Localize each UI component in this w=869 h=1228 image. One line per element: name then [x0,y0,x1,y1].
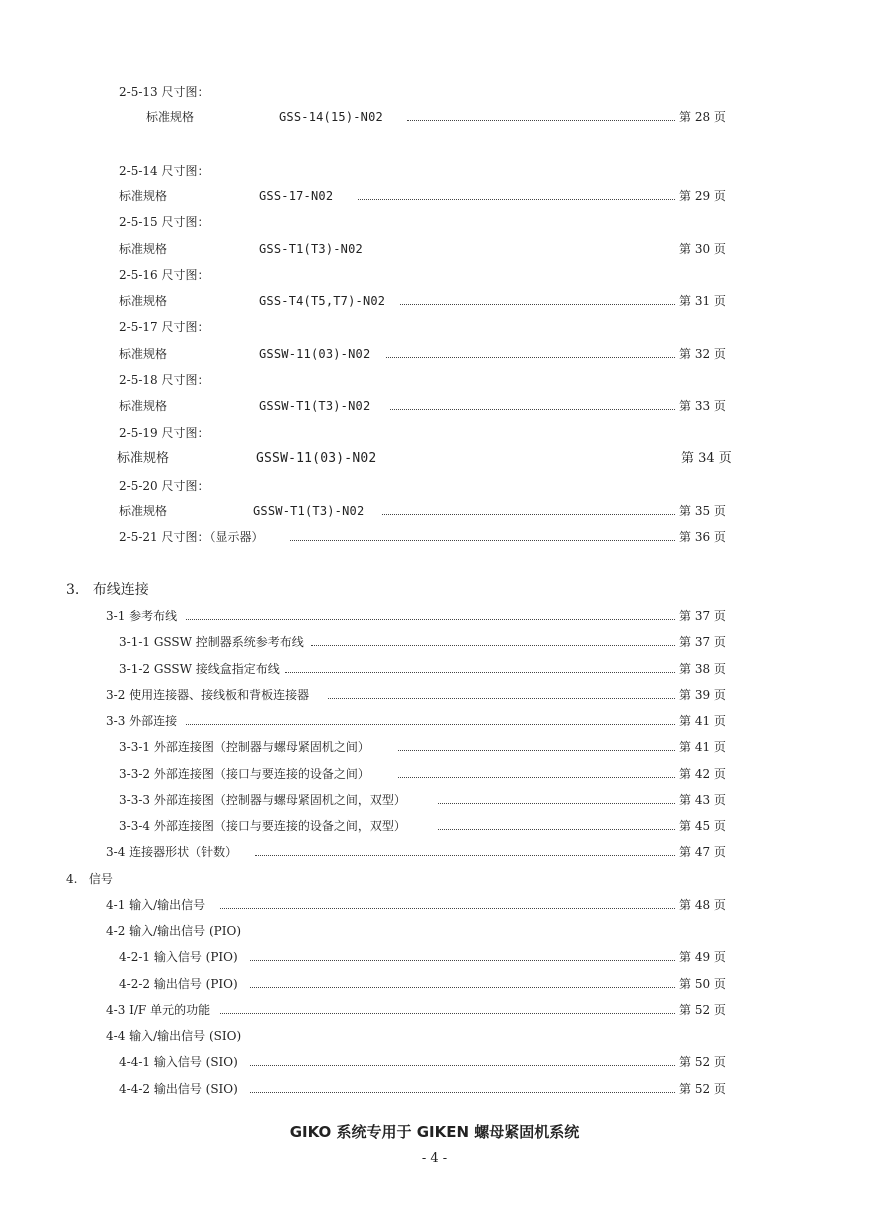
toc-entry-text: 4-3 I/F 单元的功能 [106,1003,211,1017]
toc-section-3[interactable] [0,581,869,601]
toc-entry-text: 4-2-2 输出信号 (PIO) [119,977,238,991]
toc-entry-gss-t4[interactable] [0,292,869,310]
toc-entry-page: 第 37 页 [679,635,726,649]
toc-entry-page: 第 33 页 [679,399,726,413]
toc-entry-text: 4-2 输入/输出信号 (PIO) [106,924,242,938]
toc-entry-2-5-21[interactable] [0,528,869,546]
toc-entry-page: 第 34 页 [681,451,732,466]
toc-section-title: 4. 信号 [66,872,113,886]
toc-entry-page: 第 52 页 [679,1055,726,1069]
toc-entry-page: 第 42 页 [679,767,726,781]
toc-entry-text: 3-3-1 外部连接图（控制器与螺母紧固机之间） [119,740,370,754]
toc-entry-gssw-11[interactable] [0,345,869,363]
toc-entry-4-4-1[interactable] [0,1053,869,1071]
toc-section-number: 2-5-17 尺寸图： [119,320,210,334]
toc-entry-model: GSS-17-N02 [259,189,334,203]
toc-entry-page: 第 48 页 [679,898,726,912]
toc-leader-dots [220,908,675,909]
toc-entry-page: 第 32 页 [679,347,726,361]
toc-entry-text: 3-3 外部连接 [106,714,178,728]
toc-entry-page: 第 37 页 [679,609,726,623]
toc-section-number: 2-5-15 尺寸图： [119,215,210,229]
toc-leader-dots [186,724,675,725]
toc-entry-text: 4-4 输入/输出信号 (SIO) [106,1029,242,1043]
toc-section-number: 2-5-20 尺寸图： [119,479,210,493]
toc-entry-page: 第 30 页 [679,242,726,256]
toc-entry-page: 第 45 页 [679,819,726,833]
toc-entry-text: 3-1-2 GSSW 接线盒指定布线 [119,662,280,676]
toc-section-number: 2-5-18 尺寸图： [119,373,210,387]
toc-entry-label: 标准规格 [119,399,168,413]
toc-leader-dots [390,409,675,410]
toc-entry-3-3[interactable] [0,712,869,730]
toc-entry-page: 第 47 页 [679,845,726,859]
toc-entry-model: GSS-14(15)-N02 [279,110,383,124]
toc-entry-3-1-2[interactable] [0,660,869,678]
toc-entry-page: 第 28 页 [679,110,726,124]
toc-entry-text: 3-3-2 外部连接图（接口与要连接的设备之间） [119,767,370,781]
toc-leader-dots [250,1065,675,1066]
toc-leader-dots [255,855,675,856]
toc-leader-dots [438,829,675,830]
toc-entry-4-2-1[interactable] [0,948,869,966]
toc-section-title: 3. 布线连接 [66,582,149,598]
toc-entry-4-2-2[interactable] [0,975,869,993]
toc-leader-dots [438,803,675,804]
toc-entry-model: GSSW-T1(T3)-N02 [259,399,371,413]
toc-entry-text: 3-1-1 GSSW 控制器系统参考布线 [119,635,304,649]
toc-entry-text: 3-1 参考布线 [106,609,178,623]
toc-leader-dots [311,645,675,646]
toc-entry-3-1[interactable] [0,607,869,625]
toc-entry-label: 标准规格 [119,504,168,518]
toc-entry-3-1-1[interactable] [0,633,869,651]
toc-entry-text: 4-4-1 输入信号 (SIO) [119,1055,238,1069]
toc-entry-label: 标准规格 [117,451,170,466]
toc-entry-page: 第 31 页 [679,294,726,308]
toc-entry-4-3[interactable] [0,1001,869,1019]
toc-leader-dots [382,514,675,515]
toc-leader-dots [398,777,675,778]
toc-leader-dots [285,672,675,673]
toc-entry-text: 2-5-21 尺寸图：（显示器） [119,530,264,544]
toc-entry-gssw-t1[interactable] [0,397,869,415]
toc-entry-text: 4-2-1 输入信号 (PIO) [119,950,238,964]
toc-leader-dots [250,960,675,961]
toc-section-number: 2-5-16 尺寸图： [119,268,210,282]
toc-leader-dots [220,1013,675,1014]
toc-entry-3-3-2[interactable] [0,765,869,783]
toc-heading-2-5-14 [0,162,869,180]
toc-entry-4-4-2[interactable] [0,1080,869,1098]
toc-entry-3-3-3[interactable] [0,791,869,809]
toc-entry-model: GSS-T4(T5,T7)-N02 [259,294,386,308]
toc-leader-dots [398,750,675,751]
page-number: - 4 - [421,1151,448,1166]
toc-entry-page: 第 41 页 [679,740,726,754]
toc-entry-gss-17[interactable] [0,187,869,205]
toc-entry-page: 第 38 页 [679,662,726,676]
toc-entry-label: 标准规格 [119,242,168,256]
toc-entry-text: 3-4 连接器形状（针数） [106,845,238,859]
footer-title: GIKO 系统专用于 GIKEN 螺母紧固机系统 [289,1123,580,1141]
toc-section-number: 2-5-19 尺寸图： [119,426,210,440]
toc-entry-label: 标准规格 [119,294,168,308]
toc-entry-3-3-1[interactable] [0,738,869,756]
toc-entry-page: 第 41 页 [679,714,726,728]
toc-leader-dots [386,357,675,358]
toc-heading-2-5-19 [0,424,869,442]
toc-leader-dots [250,987,675,988]
toc-entry-4-1[interactable] [0,896,869,914]
toc-entry-label: 标准规格 [119,189,168,203]
toc-entry-gss-14[interactable] [0,108,869,126]
toc-entry-page: 第 29 页 [679,189,726,203]
toc-entry-gssw-11-b[interactable] [0,450,869,468]
toc-entry-gss-t1[interactable] [0,240,869,258]
toc-entry-page: 第 39 页 [679,688,726,702]
toc-entry-text: 4-4-2 输出信号 (SIO) [119,1082,238,1096]
toc-entry-page: 第 36 页 [679,530,726,544]
toc-entry-page: 第 52 页 [679,1082,726,1096]
toc-heading-2-5-20 [0,477,869,495]
toc-leader-dots [407,120,675,121]
toc-leader-dots [400,304,675,305]
toc-heading-2-5-16 [0,266,869,284]
toc-entry-3-2[interactable] [0,686,869,704]
toc-entry-gssw-t1-b[interactable] [0,502,869,520]
toc-entry-text: 3-3-4 外部连接图（接口与要连接的设备之间，双型） [119,819,406,833]
toc-heading-2-5-18 [0,371,869,389]
toc-entry-3-4[interactable] [0,843,869,861]
toc-heading-2-5-17 [0,318,869,336]
toc-entry-page: 第 49 页 [679,950,726,964]
toc-entry-label: 标准规格 [146,110,195,124]
toc-entry-model: GSSW-11(03)-N02 [256,451,377,466]
toc-entry-page: 第 50 页 [679,977,726,991]
toc-entry-4-2[interactable] [0,922,869,940]
toc-section-number: 2-5-14 尺寸图： [119,164,210,178]
toc-section-number: 2-5-13 尺寸图： [119,85,210,99]
toc-entry-4-4[interactable] [0,1027,869,1045]
toc-entry-text: 3-3-3 外部连接图（控制器与螺母紧固机之间，双型） [119,793,406,807]
toc-leader-dots [358,199,675,200]
toc-entry-model: GSS-T1(T3)-N02 [259,242,363,256]
toc-leader-dots [250,1092,675,1093]
toc-leader-dots [328,698,675,699]
toc-entry-page: 第 35 页 [679,504,726,518]
toc-entry-model: GSSW-T1(T3)-N02 [253,504,365,518]
toc-entry-label: 标准规格 [119,347,168,361]
toc-leader-dots [290,540,675,541]
toc-section-4[interactable] [0,870,869,888]
toc-entry-text: 3-2 使用连接器、接线板和背板连接器 [106,688,310,702]
toc-leader-dots [186,619,675,620]
toc-heading-2-5-15 [0,213,869,231]
toc-entry-model: GSSW-11(03)-N02 [259,347,371,361]
toc-entry-3-3-4[interactable] [0,817,869,835]
toc-entry-page: 第 52 页 [679,1003,726,1017]
toc-entry-text: 4-1 输入/输出信号 [106,898,206,912]
toc-entry-page: 第 43 页 [679,793,726,807]
toc-heading-2-5-13 [0,83,869,101]
